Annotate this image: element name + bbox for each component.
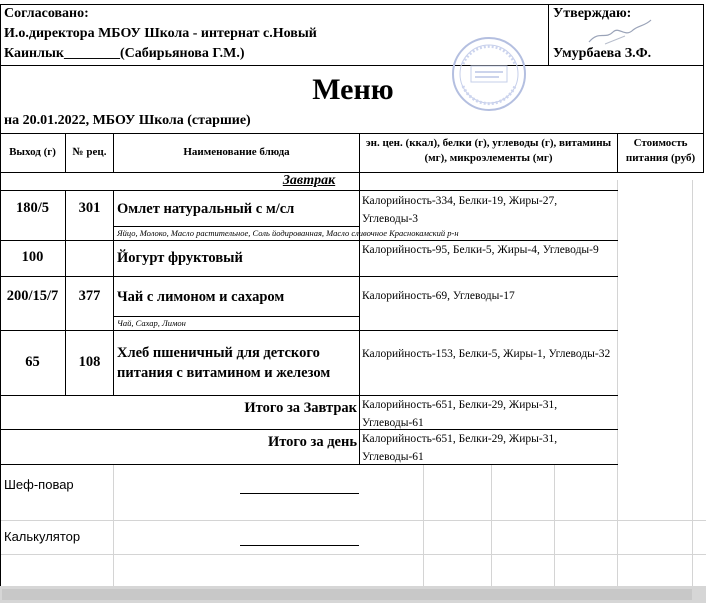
dish-yield: 100	[21, 249, 44, 265]
dish-yield: 180/5	[15, 200, 50, 216]
dish-ingredients: Яйцо, Молоко, Масло растительное, Соль йодированная, Масло сливочное Краснокамский р-н	[117, 228, 459, 238]
dish-name: Чай с лимоном и сахаром	[117, 289, 285, 305]
meal-name: Завтрак	[282, 173, 336, 188]
menu-subtitle: на 20.01.2022, МБОУ Школа (старшие)	[4, 113, 251, 128]
scrollbar-thumb[interactable]	[2, 589, 692, 600]
dish-nutrition: Калорийность-334, Белки-19, Жиры-27, Углеводы-3	[362, 195, 558, 225]
dish-recipe: 301	[78, 200, 101, 216]
total-day-nutrition: Калорийность-651, Белки-29, Жиры-31, Углеводы-61	[362, 433, 558, 463]
col-header-nutrition: эн. цен. (ккал), белки (г), углеводы (г), витамины (мг), микроэлементы (мг)	[365, 137, 612, 164]
horizontal-scrollbar[interactable]	[0, 586, 706, 603]
dish-ingredients: Чай, Сахар, Лимон	[117, 318, 186, 328]
approval-director-line: И.о.директора МБОУ Школа - интернат с.Новый	[4, 26, 317, 41]
chef-label: Шеф-повар	[4, 477, 74, 492]
total-meal-nutrition: Калорийность-651, Белки-29, Жиры-31, Углеводы-61	[362, 399, 558, 429]
chef-signature-line	[240, 493, 359, 494]
col-header-yield: Выход (г)	[9, 146, 56, 158]
signature-scribble	[585, 12, 655, 52]
total-meal-label: Итого за Завтрак	[244, 400, 357, 416]
col-header-name: Наименование блюда	[183, 146, 290, 158]
dish-yield: 65	[25, 354, 40, 370]
approval-title: Согласовано:	[4, 6, 89, 21]
dish-name: Хлеб пшеничный для детского питания с витамином и железом	[117, 345, 331, 381]
approver-name: Умурбаева З.Ф.	[553, 46, 652, 61]
approve-title: Утверждаю:	[553, 6, 632, 21]
dish-name: Йогурт фруктовый	[117, 250, 243, 266]
dish-recipe: 108	[78, 354, 101, 370]
dish-nutrition: Калорийность-69, Углеводы-17	[362, 290, 515, 302]
calculator-signature-line	[240, 545, 359, 546]
approval-signature-line: Каинлык________(Сабирьянова Г.М.)	[4, 46, 245, 61]
calculator-label: Калькулятор	[4, 529, 81, 544]
dish-nutrition: Калорийность-95, Белки-5, Жиры-4, Углеводы-9	[362, 244, 599, 256]
dish-yield: 200/15/7	[6, 288, 59, 304]
dish-recipe: 377	[78, 288, 101, 304]
page-title: Меню	[312, 73, 394, 106]
total-day-label: Итого за день	[267, 434, 357, 450]
col-header-recipe: № рец.	[72, 146, 107, 158]
dish-name: Омлет натуральный с м/сл	[117, 201, 295, 217]
col-header-price: Стоимость питания (руб)	[625, 137, 696, 164]
dish-nutrition: Калорийность-153, Белки-5, Жиры-1, Углеводы-32	[362, 348, 611, 360]
